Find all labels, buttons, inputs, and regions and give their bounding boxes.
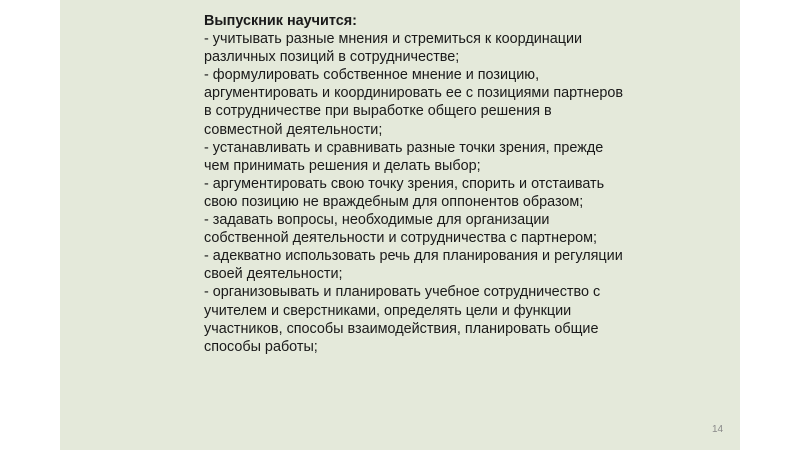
list-item: - учитывать разные мнения и стремиться к координации различных позиций в сотрудничестве; xyxy=(204,31,583,66)
list-item: - устанавливать и сравнивать разные точки зрения, прежде чем принимать решения и делать выбор; xyxy=(204,139,604,174)
slide-text xyxy=(204,12,624,356)
page-number: 14 xyxy=(712,424,724,435)
list-item: - задавать вопросы, необходимые для организации собственной деятельности и сотрудничества с партнером; xyxy=(204,212,597,247)
list-item: - формулировать собственное мнение и позицию, аргументировать и координировать ее с позициями партнеров в сотрудничестве при выработке общего решения в совместной деятельности; xyxy=(204,67,624,138)
list-item: - аргументировать свою точку зрения, спорить и отстаивать свою позицию не враждебным для оппонентов образом; xyxy=(204,175,605,210)
slide-heading: Выпускник научится: xyxy=(204,13,357,29)
list-item: - организовывать и планировать учебное сотрудничество с учителем и сверстниками, определять цели и функции участников, способы взаимодействия, планировать общие способы работы; xyxy=(204,284,601,355)
list-item: - адекватно использовать речь для планирования и регуляции своей деятельности; xyxy=(204,248,623,283)
